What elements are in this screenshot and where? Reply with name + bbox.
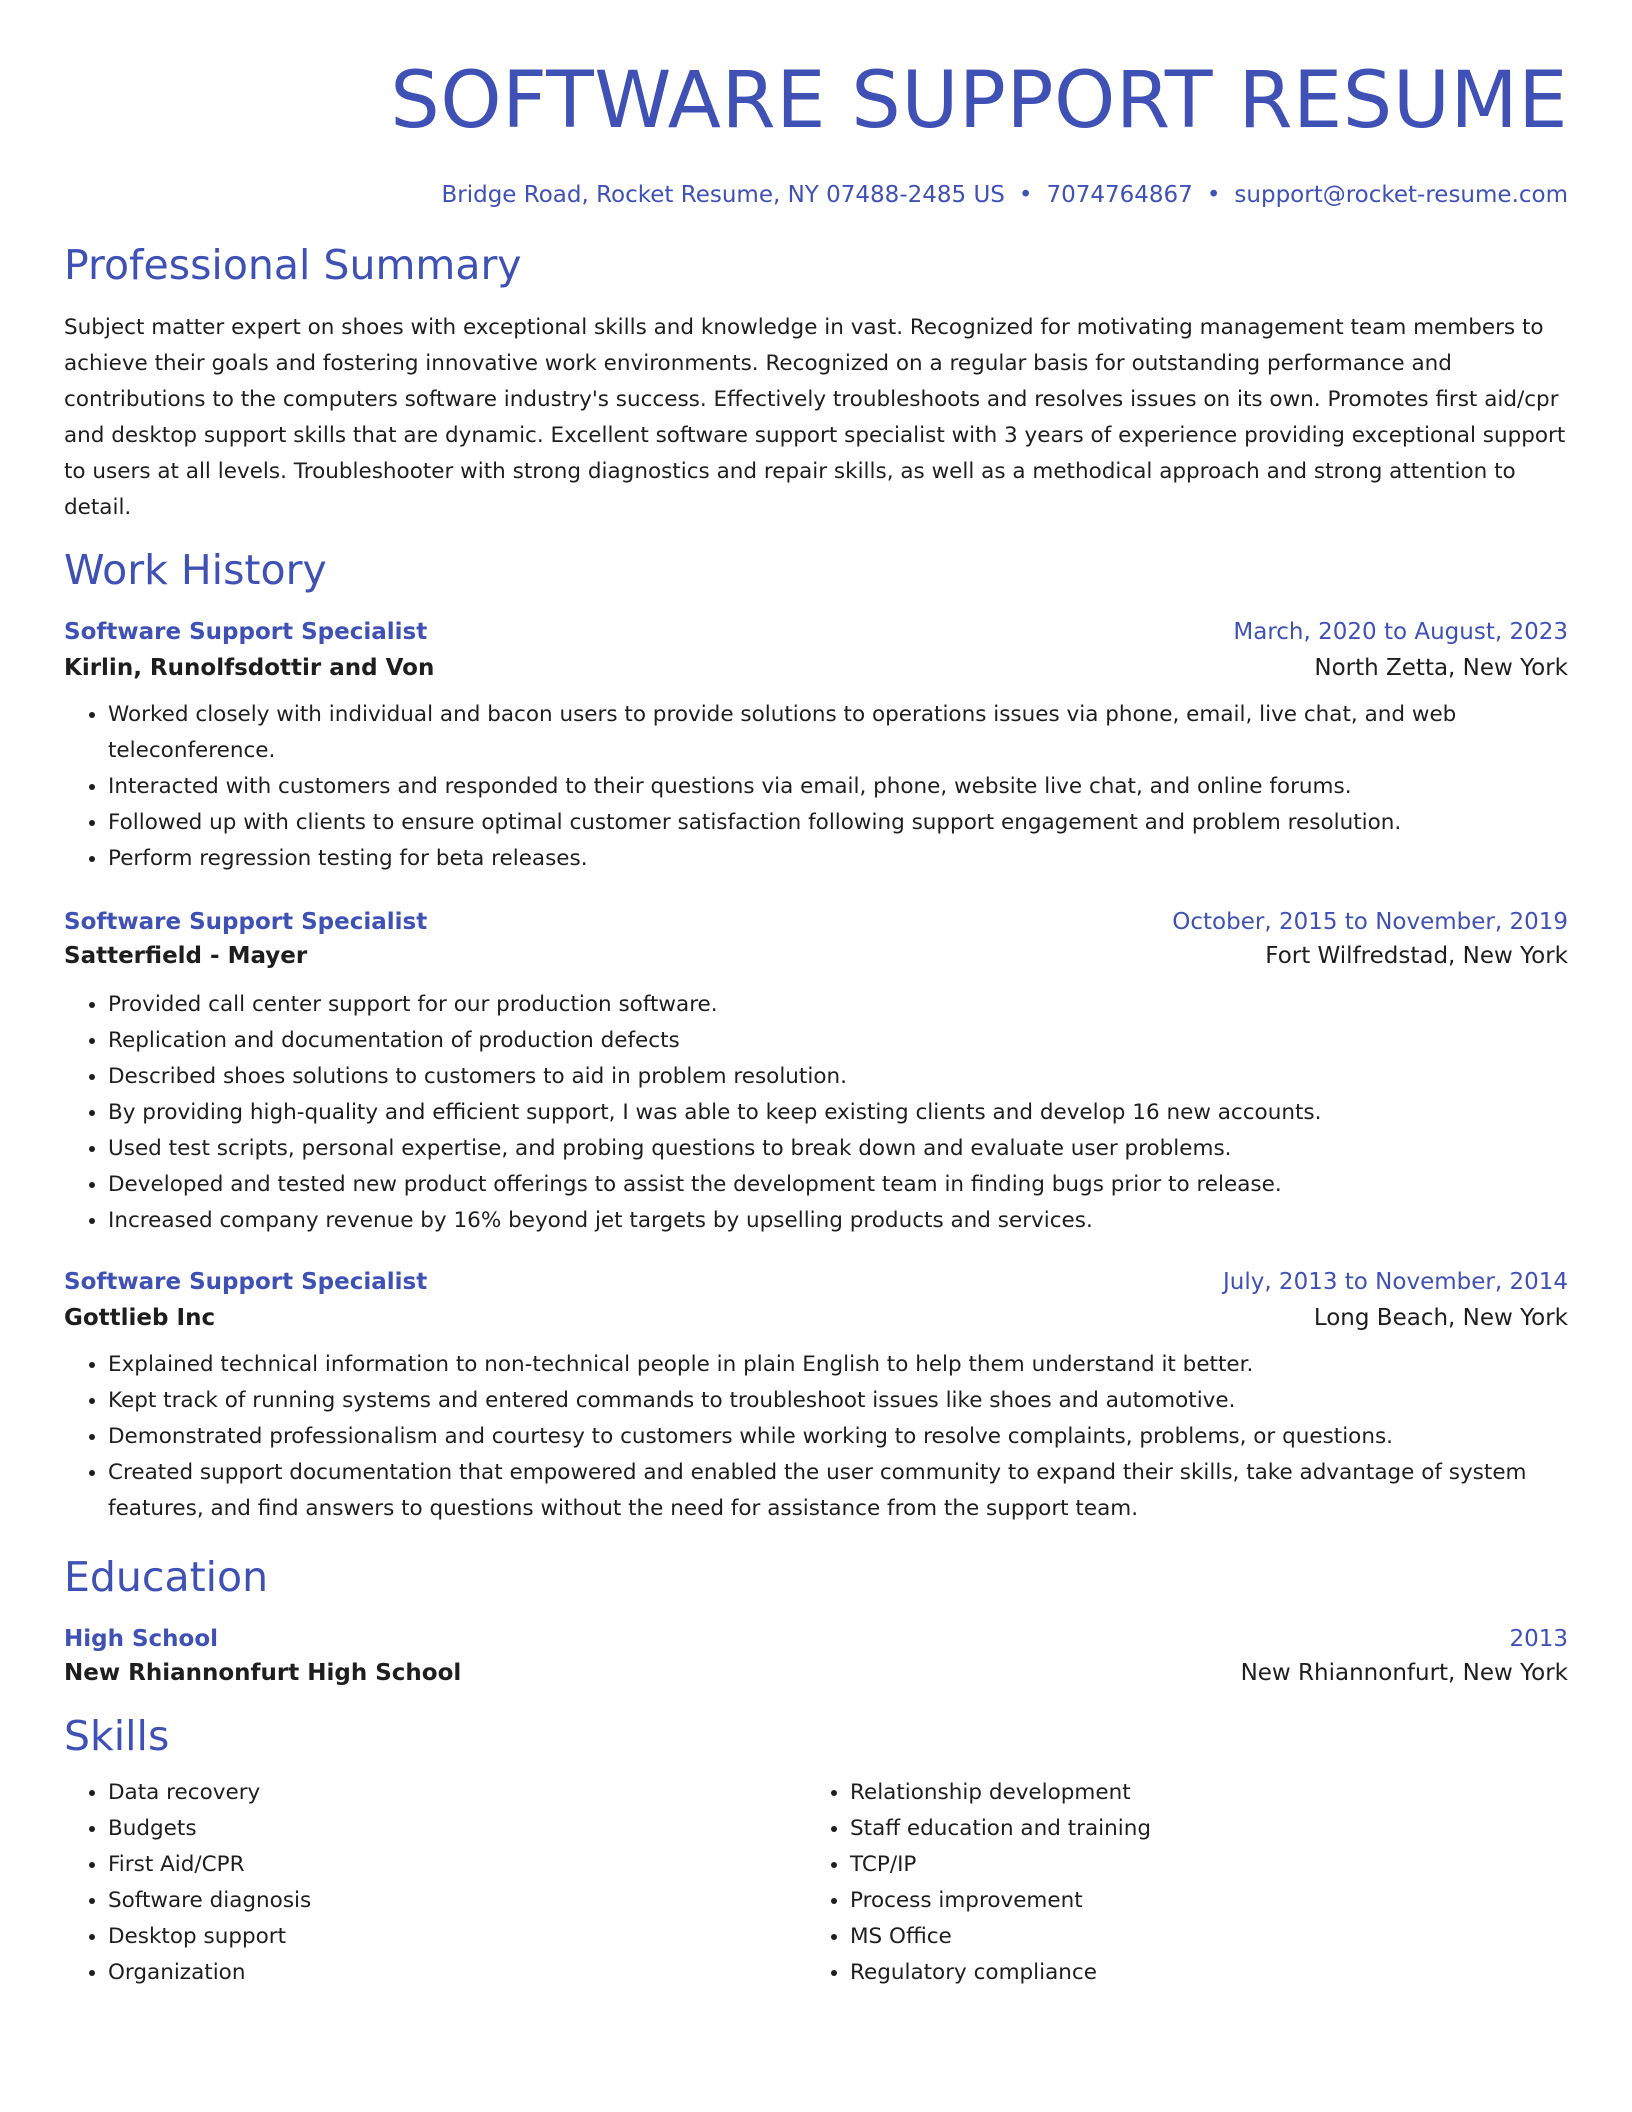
job-header	[64, 619, 1568, 645]
company-name: Gottlieb Inc	[64, 1305, 216, 1331]
skill-item: • MS Office	[850, 1919, 1548, 1955]
job-bullet: • Used test scripts, personal expertise, and probing questions to break down and evaluate user problems.	[108, 1131, 1568, 1167]
skill-item: • Budgets	[108, 1811, 806, 1847]
skills-column-right	[806, 1775, 1548, 1991]
job-bullet: • Developed and tested new product offerings to assist the development team in finding bugs prior to release.	[108, 1167, 1568, 1203]
job-location: Long Beach, New York	[1313, 1305, 1568, 1331]
school-name: New Rhiannonfurt High School	[64, 1660, 462, 1686]
skill-item: • Data recovery	[108, 1775, 806, 1811]
school-location: New Rhiannonfurt, New York	[1240, 1660, 1568, 1686]
job-org-row	[64, 1305, 1568, 1331]
job-entry	[64, 909, 1568, 1239]
company-name: Kirlin, Runolfsdottir and Von	[64, 655, 435, 681]
job-entry	[64, 619, 1568, 877]
company-name: Satterfield - Mayer	[64, 943, 308, 969]
skill-item: • Regulatory compliance	[850, 1955, 1548, 1991]
contact-phone: 7074764867	[1046, 182, 1193, 208]
skill-item: • First Aid/CPR	[108, 1847, 806, 1883]
job-bullet: • Explained technical information to non-technical people in plain English to help them understand it better.	[108, 1347, 1568, 1383]
job-dates: July, 2013 to November, 2014	[1222, 1269, 1568, 1295]
summary-heading: Professional Summary	[64, 241, 522, 289]
contact-separator: •	[1206, 182, 1221, 208]
skill-item: • Relationship development	[850, 1775, 1548, 1811]
skills-columns	[64, 1775, 1568, 1991]
job-bullet: • Kept track of running systems and entered commands to troubleshoot issues like shoes and automotive.	[108, 1383, 1568, 1419]
job-bullet: • Described shoes solutions to customers to aid in problem resolution.	[108, 1059, 1568, 1095]
job-title: Software Support Specialist	[64, 909, 428, 935]
education-school-row	[64, 1660, 1568, 1686]
skill-item: • Organization	[108, 1955, 806, 1991]
job-bullet: • By providing high-quality and efficient support, I was able to keep existing clients and develop 16 new accounts.	[108, 1095, 1568, 1131]
job-bullet: • Increased company revenue by 16% beyond jet targets by upselling products and services.	[108, 1203, 1568, 1239]
skills-list	[64, 1775, 806, 1991]
job-bullet: • Demonstrated professionalism and courtesy to customers while working to resolve complaints, problems, or questions.	[108, 1419, 1568, 1455]
work-history-heading: Work History	[64, 546, 327, 594]
job-title: Software Support Specialist	[64, 619, 428, 645]
job-bullet: • Worked closely with individual and bacon users to provide solutions to operations issues via phone, email, live chat, and web teleconference.	[108, 697, 1568, 769]
job-bullet: • Replication and documentation of production defects	[108, 1023, 1568, 1059]
summary-text: Subject matter expert on shoes with exceptional skills and knowledge in vast. Recognized for motivating management team members to achieve their goals and fostering innovative work environments. Recognized on a regular basis for outstanding performance and contributions to the computers software industry's success. Effectively troubleshoots and resolves issues on its own. Promotes first aid/cpr and desktop support skills that are dynamic. Excellent software support specialist with 3 years of experience providing exceptional support to users at all levels. Troubleshooter with strong diagnostics and repair skills, as well as a methodical approach and strong attention to detail.	[64, 315, 1566, 520]
job-bullet: • Followed up with clients to ensure optimal customer satisfaction following support engagement and problem resolution.	[108, 805, 1568, 841]
contact-address: Bridge Road, Rocket Resume, NY 07488-2485 US	[441, 182, 1005, 208]
education-section	[64, 1553, 1568, 1686]
degree: High School	[64, 1626, 219, 1652]
job-location: Fort Wilfredstad, New York	[1265, 943, 1568, 969]
job-bullet: • Provided call center support for our production software.	[108, 987, 1568, 1023]
skills-heading: Skills	[64, 1712, 170, 1760]
skill-item: • Software diagnosis	[108, 1883, 806, 1919]
skill-item: • Process improvement	[850, 1883, 1548, 1919]
job-header	[64, 909, 1568, 935]
job-bullet: • Interacted with customers and responded to their questions via email, phone, website live chat, and online forums.	[108, 769, 1568, 805]
skill-item: • Desktop support	[108, 1919, 806, 1955]
job-dates: March, 2020 to August, 2023	[1233, 619, 1568, 645]
job-bullets	[64, 987, 1568, 1239]
summary-section	[64, 241, 1568, 526]
skill-item: • TCP/IP	[850, 1847, 1548, 1883]
job-bullet: • Created support documentation that empowered and enabled the user community to expand their skills, take advantage of system features, and find answers to questions without the need for assistance from the support team.	[108, 1455, 1568, 1527]
job-bullets	[64, 697, 1568, 877]
job-title: Software Support Specialist	[64, 1269, 428, 1295]
job-entry	[64, 1269, 1568, 1527]
job-org-row	[64, 943, 1568, 969]
contact-line	[64, 184, 1568, 207]
education-heading: Education	[64, 1553, 269, 1601]
resume-title: SOFTWARE SUPPORT RESUME	[390, 56, 1568, 146]
work-history-section	[64, 546, 1568, 1527]
graduation-year: 2013	[1509, 1626, 1568, 1652]
skills-list	[806, 1775, 1548, 1991]
skills-column-left	[64, 1775, 806, 1991]
skill-item: • Staff education and training	[850, 1811, 1548, 1847]
contact-email[interactable]: support@rocket-resume.com	[1234, 182, 1568, 208]
job-bullet: • Perform regression testing for beta releases.	[108, 841, 1568, 877]
education-header	[64, 1626, 1568, 1652]
job-header	[64, 1269, 1568, 1295]
job-dates: October, 2015 to November, 2019	[1172, 909, 1568, 935]
job-bullets	[64, 1347, 1568, 1527]
job-org-row	[64, 655, 1568, 681]
job-location: North Zetta, New York	[1314, 655, 1568, 681]
contact-separator: •	[1018, 182, 1033, 208]
skills-section	[64, 1712, 1568, 1991]
